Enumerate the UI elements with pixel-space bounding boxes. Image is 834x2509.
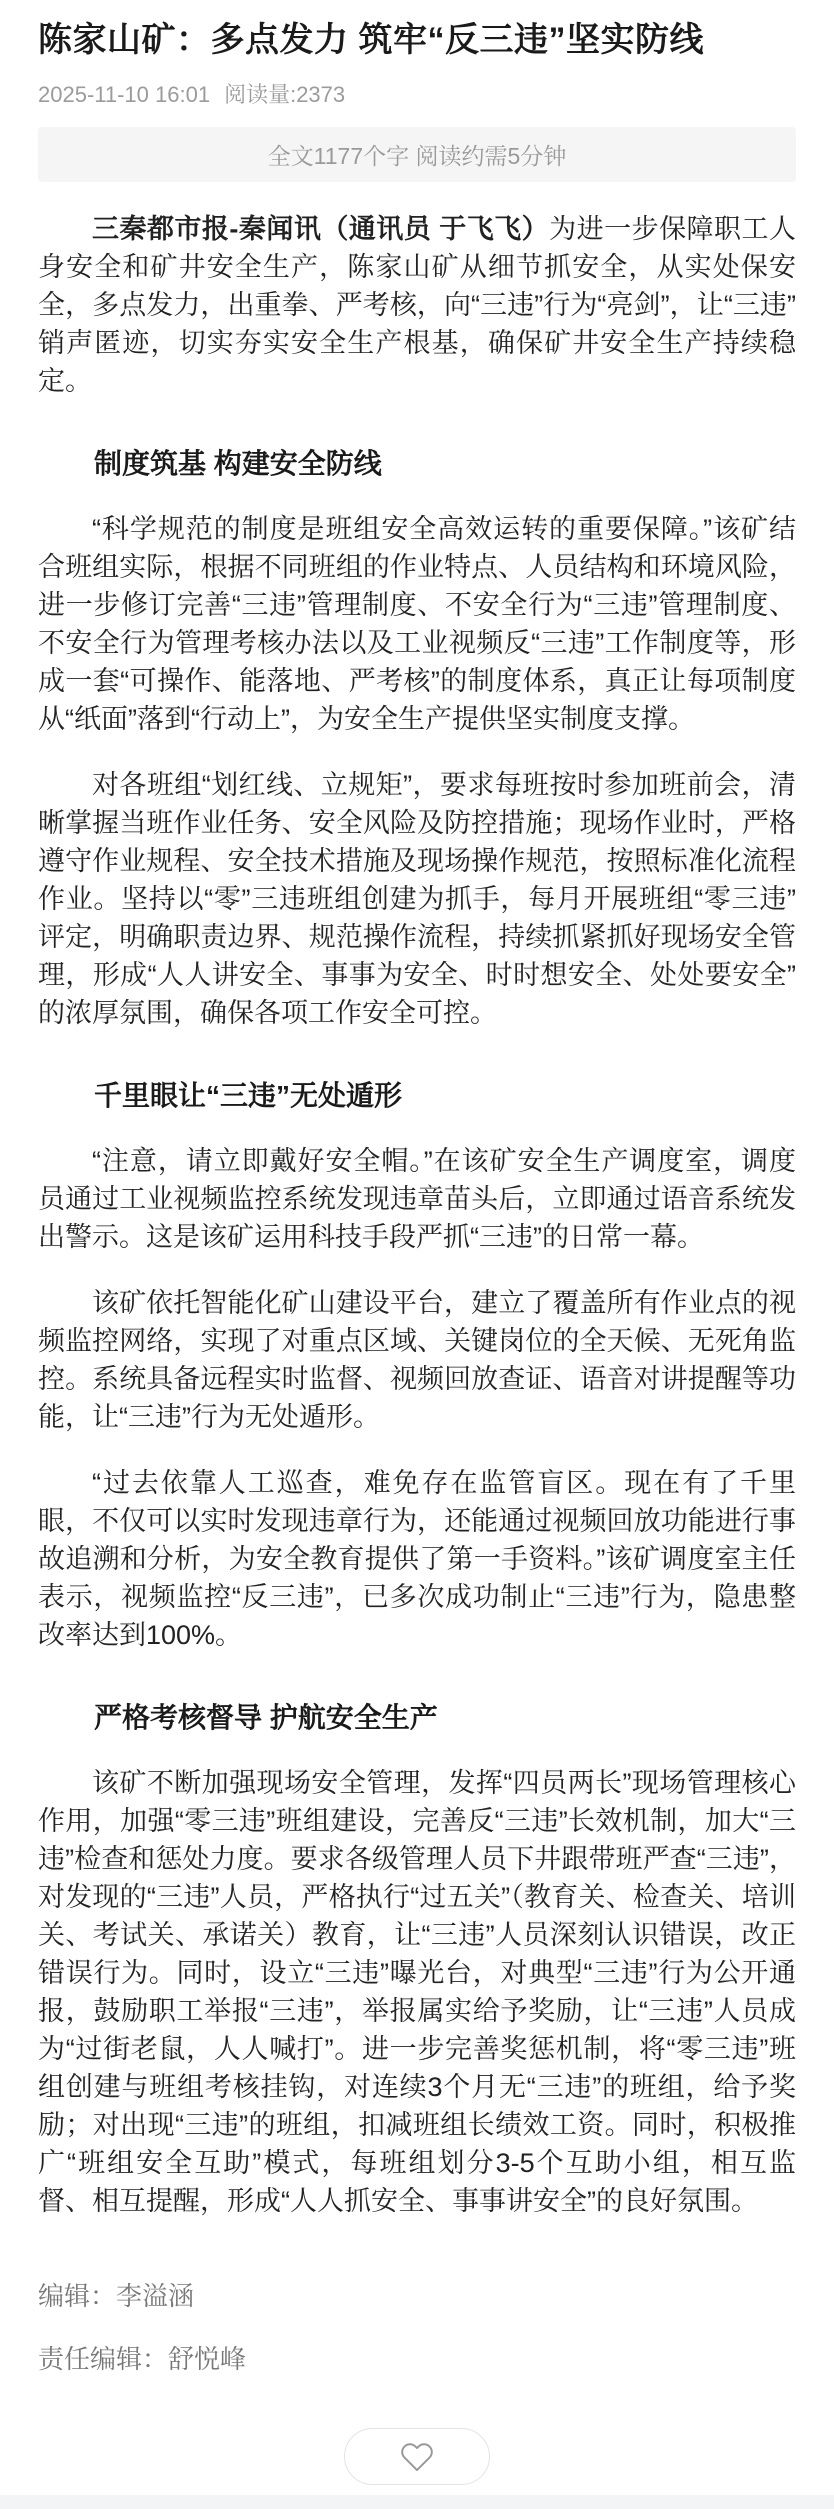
view-count: 阅读量:2373 bbox=[224, 82, 346, 108]
word-count-banner: 全文1177个字 阅读约需5分钟 bbox=[38, 127, 796, 182]
paragraph: “注意，请立即戴好安全帽。”在该矿安全生产调度室，调度员通过工业视频监控系统发现违章苗头后，立即通过语音系统发出警示。这是该矿运用科技手段严抓“三违”的日常一幕。 bbox=[38, 1146, 796, 1253]
section-heading-2: 千里眼让“三违”无处遁形 bbox=[94, 1080, 403, 1112]
news-source: 三秦都市报-秦闻讯（通讯员 于飞飞） bbox=[92, 214, 550, 245]
lead-text: 为进一步保障职工人身安全和矿井安全生产，陈家山矿从细节抓安全，从实处保安全，多点发力，出重拳、严考核，向“三违”行为“亮剑”，让“三违”销声匿迹，切实夯实安全生产根基，确保矿井安全生产持续稳定。 bbox=[38, 214, 797, 397]
section-heading-1: 制度筑基 构建安全防线 bbox=[94, 448, 382, 480]
like-button-area bbox=[38, 2428, 796, 2485]
paragraph: “科学规范的制度是班组安全高效运转的重要保障。”该矿结合班组实际，根据不同班组的作业特点、人员结构和环境风险，进一步修订完善“三违”管理制度、不安全行为“三违”管理制度、不安全行为管理考核办法以及工业视频反“三违”工作制度等，形成一套“可操作、能落地、严考核”的制度体系，真正让每项制度从“纸面”落到“行动上”，为安全生产提供坚实制度支撑。 bbox=[38, 514, 796, 735]
publish-datetime: 2025-11-10 16:01 bbox=[38, 82, 211, 108]
chief-editor-line: 责任编辑：舒悦峰 bbox=[38, 2344, 247, 2375]
editor-line: 编辑：李溢涵 bbox=[38, 2281, 195, 2312]
editor-block bbox=[38, 2276, 796, 2376]
article-meta bbox=[38, 78, 796, 109]
paragraph: “过去依靠人工巡查，难免存在监管盲区。现在有了千里眼，不仅可以实时发现违章行为，还能通过视频回放功能进行事故追溯和分析，为安全教育提供了第一手资料。”该矿调度室主任表示，视频监控“反三违”，已多次成功制止“三违”行为，隐患整改率达到100%。 bbox=[38, 1468, 796, 1651]
section-heading-3: 严格考核督导 护航安全生产 bbox=[94, 1702, 438, 1734]
like-button[interactable] bbox=[344, 2428, 490, 2485]
heart-outline-icon bbox=[400, 2440, 434, 2474]
article-body bbox=[38, 210, 796, 2220]
paragraph: 对各班组“划红线、立规矩”，要求每班按时参加班前会，清晰掌握当班作业任务、安全风险及防控措施；现场作业时，严格遵守作业规程、安全技术措施及现场操作规范，按照标准化流程作业。坚持以“零”三违班组创建为抓手，每月开展班组“零三违”评定，明确职责边界、规范操作流程，持续抓紧抓好现场安全管理，形成“人人讲安全、事事为安全、时时想安全、处处要安全”的浓厚氛围，确保各项工作安全可控。 bbox=[38, 770, 796, 1029]
page-title: 陈家山矿：多点发力 筑牢“反三违”坚实防线 bbox=[38, 21, 704, 59]
page-bottom-strip bbox=[0, 2495, 834, 2509]
paragraph: 该矿依托智能化矿山建设平台，建立了覆盖所有作业点的视频监控网络，实现了对重点区域、关键岗位的全天候、无死角监控。系统具备远程实时监督、视频回放查证、语音对讲提醒等功能，让“三违”行为无处遁形。 bbox=[38, 1288, 796, 1433]
lead-paragraph bbox=[38, 210, 796, 400]
paragraph: 该矿不断加强现场安全管理，发挥“四员两长”现场管理核心作用，加强“零三违”班组建设，完善反“三违”长效机制，加大“三违”检查和惩处力度。要求各级管理人员下井跟带班严查“三违”，对发现的“三违”人员，严格执行“过五关”（教育关、检查关、培训关、考试关、承诺关）教育，让“三违”人员深刻认识错误，改正错误行为。同时，设立“三违”曝光台，对典型“三违”行为公开通报，鼓励职工举报“三违”，举报属实给予奖励，让“三违”人员成为“过街老鼠，人人喊打”。进一步完善奖惩机制，将“零三违”班组创建与班组考核挂钩，对连续3个月无“三违”的班组，给予奖励；对出现“三违”的班组，扣减班组长绩效工资。同时，积极推广“班组安全互助”模式，每班组划分3-5个互助小组，相互监督、相互提醒，形成“人人抓安全、事事讲安全”的良好氛围。 bbox=[38, 1768, 796, 2217]
